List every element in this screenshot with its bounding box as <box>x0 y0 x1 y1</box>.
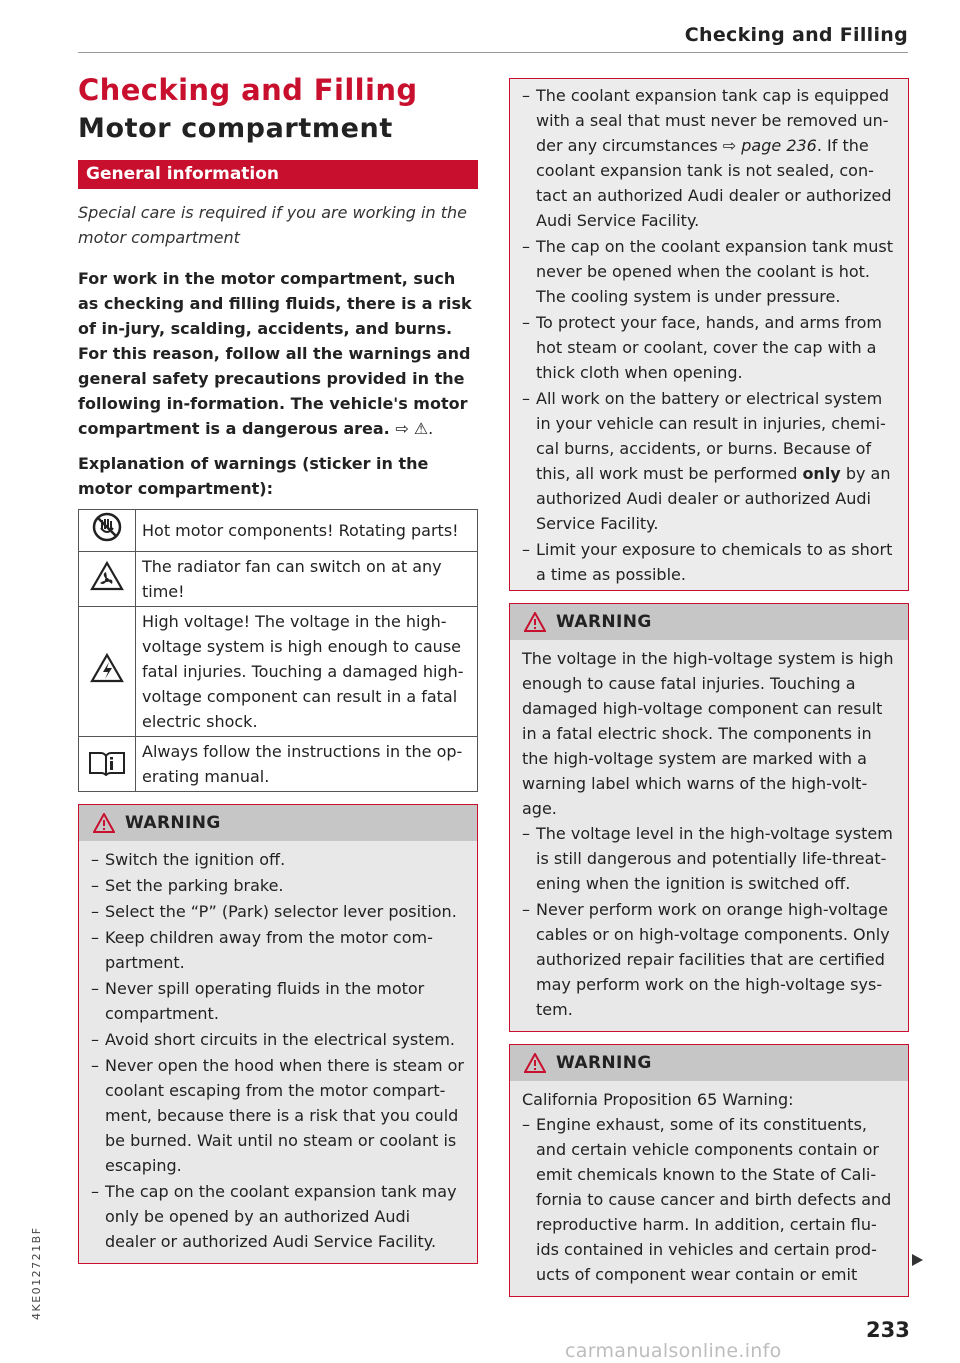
safety-paragraph-text: For work in the motor compartment, such as checking and filling fluids, there is a risk of in-jury, scalding, accidents, and burns. For this reason, follow all the warnings and general safety precautions provided in the following in-formation. The vehicle's motor compartment is a dangerous area. <box>78 269 472 438</box>
high-voltage-icon <box>79 607 136 737</box>
left-column <box>78 72 478 1264</box>
warning-title: WARNING <box>556 612 652 632</box>
list-item: – Never spill operating fluids in the motor compartment. <box>91 976 465 1026</box>
general-information-band: General information <box>78 160 478 189</box>
safety-paragraph <box>78 266 478 441</box>
section-title: Motor compartment <box>78 113 393 144</box>
table-row <box>79 552 478 607</box>
list-item: – Never perform work on orange high-voltage cables or on high-voltage components. Only authorized repair facilities that are certified may perform work on the high-voltage sys-tem. <box>522 897 896 1022</box>
list-item: – Never open the hood when there is steam or coolant escaping from the motor compart-ment, because there is a risk that you could be burned. Wait until no steam or coolant is escaping. <box>91 1053 465 1178</box>
continued-warning-box <box>509 78 909 591</box>
warning-header <box>79 805 477 841</box>
list-item: – Switch the ignition off. <box>91 847 465 872</box>
right-column <box>509 78 909 1297</box>
list-item: – Engine exhaust, some of its constituents, and certain vehicle components contain or emit chemicals known to the State of Cali-fornia to cause cancer and birth defects and reproductive harm. In addition, certain flu-ids contained in vehicles and certain prod-ucts of component wear contain or emit <box>522 1112 896 1287</box>
warning-box-high-voltage <box>509 603 909 1032</box>
warning-title: WARNING <box>556 1053 652 1073</box>
list-item: – Keep children away from the motor com-partment. <box>91 925 465 975</box>
list-item: – Select the “P” (Park) selector lever position. <box>91 899 465 924</box>
warning-header <box>510 1045 908 1081</box>
warning-intro: California Proposition 65 Warning: <box>522 1090 794 1109</box>
warning-body <box>79 841 477 1263</box>
chapter-title: Checking and Filling <box>78 73 418 107</box>
warning-intro: The voltage in the high-voltage system is high enough to cause fatal injuries. Touching a damaged high-voltage component can result in a fatal electric shock. The components in the high-voltage system are marked with a warning label which warns of the high-volt-age. <box>522 649 894 818</box>
intro-text: Special care is required if you are working in the motor compartment <box>78 203 467 247</box>
list-item: – All work on the battery or electrical system in your vehicle can result in injuries, chemi-cal burns, accidents, or burns. Because of this, all work must be performed only by an authorized Audi dealer or authorized Audi Service Facility. <box>522 386 896 536</box>
warning-list <box>522 821 896 1022</box>
continue-arrow-icon <box>912 1254 923 1266</box>
document-code: 4KE012721BF <box>30 1226 43 1320</box>
warning-title: WARNING <box>125 813 221 833</box>
list-item: – Avoid short circuits in the electrical system. <box>91 1027 465 1052</box>
warning-sticker-table <box>78 509 478 792</box>
list-item: – To protect your face, hands, and arms from hot steam or coolant, cover the cap with a thick cloth when opening. <box>522 310 896 385</box>
list-item: – The cap on the coolant expansion tank may only be opened by an authorized Audi dealer or authorized Audi Service Facility. <box>91 1179 465 1254</box>
list-item: – The coolant expansion tank cap is equipped with a seal that must never be removed un-der any circumstances ⇨ page 236. If the coolant expansion tank is not sealed, con-tact an authorized Audi dealer or authorized Audi Service Facility. <box>522 83 896 233</box>
list-item: – Set the parking brake. <box>91 873 465 898</box>
header-rule <box>78 52 908 53</box>
table-cell-text: Hot motor components! Rotating parts! <box>136 510 478 552</box>
warning-list <box>91 847 465 1254</box>
warning-header <box>510 604 908 640</box>
fan-warning-icon <box>79 552 136 607</box>
watermark: carmanualsonline.info <box>565 1340 782 1362</box>
warning-reference[interactable]: ⇨ ⚠. <box>395 419 434 438</box>
table-row <box>79 737 478 792</box>
list-item: – Limit your exposure to chemicals to as short a time as possible. <box>522 537 896 587</box>
table-cell-text: The radiator fan can switch on at any time! <box>136 552 478 607</box>
table-heading: Explanation of warnings (sticker in the motor compartment): <box>78 454 429 498</box>
table-cell-text: High voltage! The voltage in the high-voltage system is high enough to cause fatal injuries. Touching a damaged high-voltage component can result in a fatal electric shock. <box>136 607 478 737</box>
page-number: 233 <box>866 1318 910 1342</box>
warning-box-left <box>78 804 478 1264</box>
page-reference-link[interactable]: ⇨ page 236 <box>722 136 817 155</box>
hot-rotating-icon <box>79 510 136 552</box>
warning-body <box>510 1081 908 1296</box>
warning-list <box>522 1112 896 1287</box>
list-item: – The voltage level in the high-voltage system is still dangerous and potentially life-threat-ening when the ignition is switched off. <box>522 821 896 896</box>
warning-body <box>510 640 908 1031</box>
warning-triangle-icon <box>524 612 546 632</box>
warning-triangle-icon <box>524 1053 546 1073</box>
list-item: – The cap on the coolant expansion tank must never be opened when the coolant is hot. The cooling system is under pressure. <box>522 234 896 309</box>
table-cell-text: Always follow the instructions in the op-erating manual. <box>136 737 478 792</box>
continued-list <box>522 83 896 587</box>
table-row <box>79 607 478 737</box>
running-header: Checking and Filling <box>684 24 908 46</box>
manual-book-icon <box>79 737 136 792</box>
table-row <box>79 510 478 552</box>
warning-box-prop65 <box>509 1044 909 1297</box>
warning-triangle-icon <box>93 813 115 833</box>
